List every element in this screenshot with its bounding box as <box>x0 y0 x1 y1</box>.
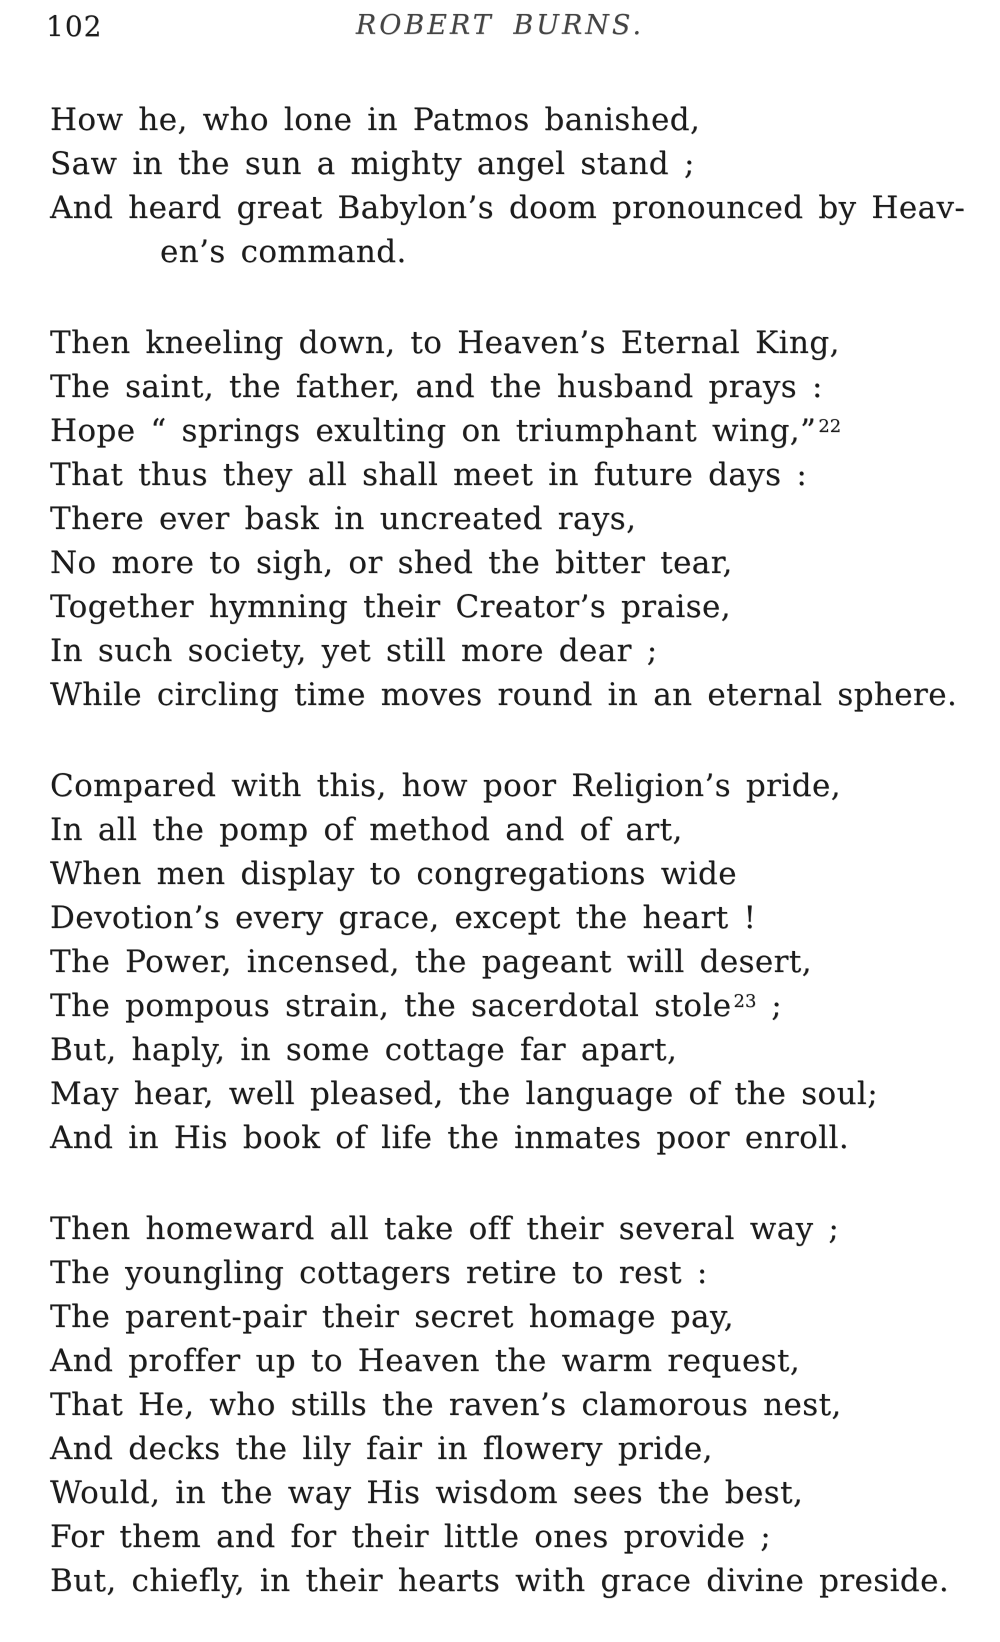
poem-line <box>50 142 960 186</box>
poem-line-text: The Power, incensed, the pageant will desert, <box>50 944 812 980</box>
poem-line-text: Then homeward all take off their several way ; <box>50 1211 840 1247</box>
poem-line <box>50 940 960 984</box>
poem-line-text: No more to sigh, or shed the bitter tear, <box>50 545 733 581</box>
poem-line <box>50 1383 960 1427</box>
poem-line <box>50 230 960 274</box>
poem-line <box>50 808 960 852</box>
poem-line-text: May hear, well pleased, the language of the soul; <box>50 1076 879 1112</box>
poem-line <box>50 896 960 940</box>
poem-line-text: But, haply, in some cottage far apart, <box>50 1032 678 1068</box>
poem-line-text: That He, who stills the raven’s clamorous nest, <box>50 1387 842 1423</box>
poem-line-text: ; <box>756 988 783 1024</box>
poem-line <box>50 1515 960 1559</box>
poem-line-text: Hope “ springs exulting on triumphant wing,” <box>50 413 817 449</box>
poem-line-text: Together hymning their Creator’s praise, <box>50 589 732 625</box>
poem-line-text: Compared with this, how poor Religion’s pride, <box>50 768 841 804</box>
poem-line-text: And heard great Babylon’s doom pronounced by Heav- <box>50 190 966 226</box>
footnote-ref: 22 <box>818 416 842 437</box>
poem-line-text: While circling time moves round in an eternal sphere. <box>50 677 958 713</box>
poem-line <box>50 453 960 497</box>
poem-line-text: In all the pomp of method and of art, <box>50 812 683 848</box>
poem-line-text: But, chiefly, in their hearts with grace divine preside. <box>50 1563 950 1599</box>
poem-line-text: The pompous strain, the sacerdotal stole <box>50 988 732 1024</box>
poem-line-text: Would, in the way His wisdom sees the best, <box>50 1475 804 1511</box>
poem-line-text: How he, who lone in Patmos banished, <box>50 102 701 138</box>
poem-line <box>50 365 960 409</box>
stanza <box>50 321 960 717</box>
poem-line-text: Then kneeling down, to Heaven’s Eternal King, <box>50 325 840 361</box>
poem-line <box>50 764 960 808</box>
stanza <box>50 1207 960 1603</box>
poem-line <box>50 1072 960 1116</box>
running-header: ROBERT BURNS. <box>355 10 645 41</box>
page-header <box>0 0 1000 62</box>
poem-line <box>50 852 960 896</box>
poem-line <box>50 98 960 142</box>
stanza <box>50 98 966 274</box>
poem-line-text: When men display to congregations wide <box>50 856 737 892</box>
poem-line <box>50 541 960 585</box>
poem-line <box>50 673 960 717</box>
poem-line <box>50 1251 960 1295</box>
poem-line-text: Devotion’s every grace, except the heart ! <box>50 900 757 936</box>
poem-line <box>50 1295 960 1339</box>
poem-line-text: And proffer up to Heaven the warm request, <box>50 1343 801 1379</box>
poem-line-text: The saint, the father, and the husband prays : <box>50 369 823 405</box>
poem <box>0 98 1000 1603</box>
poem-line-text: For them and for their little ones provide ; <box>50 1519 772 1555</box>
poem-line <box>50 585 960 629</box>
poem-line-text: The parent-pair their secret homage pay, <box>50 1299 734 1335</box>
footnote-ref: 23 <box>733 991 757 1012</box>
poem-line <box>50 1028 960 1072</box>
poem-line <box>50 1116 960 1160</box>
poem-line <box>50 1207 960 1251</box>
poem-line <box>50 1339 960 1383</box>
poem-line <box>50 409 960 453</box>
poem-line-text: The youngling cottagers retire to rest : <box>50 1255 708 1291</box>
poem-line-text: en’s command. <box>160 234 407 270</box>
poem-line-text: In such society, yet still more dear ; <box>50 633 658 669</box>
stanza <box>50 764 960 1160</box>
poem-line <box>50 1559 960 1603</box>
poem-line <box>50 497 960 541</box>
poem-line <box>50 186 966 230</box>
poem-line <box>50 629 960 673</box>
poem-line <box>50 321 960 365</box>
page-number: 102 <box>46 10 103 43</box>
poem-line <box>50 1427 960 1471</box>
poem-line-text: That thus they all shall meet in future days : <box>50 457 808 493</box>
poem-line <box>50 984 960 1028</box>
poem-line-text: There ever bask in uncreated rays, <box>50 501 637 537</box>
poem-line <box>50 1471 960 1515</box>
poem-line-text: Saw in the sun a mighty angel stand ; <box>50 146 695 182</box>
poem-line-text: And in His book of life the inmates poor enroll. <box>50 1120 850 1156</box>
poem-line-text: And decks the lily fair in flowery pride, <box>50 1431 713 1467</box>
